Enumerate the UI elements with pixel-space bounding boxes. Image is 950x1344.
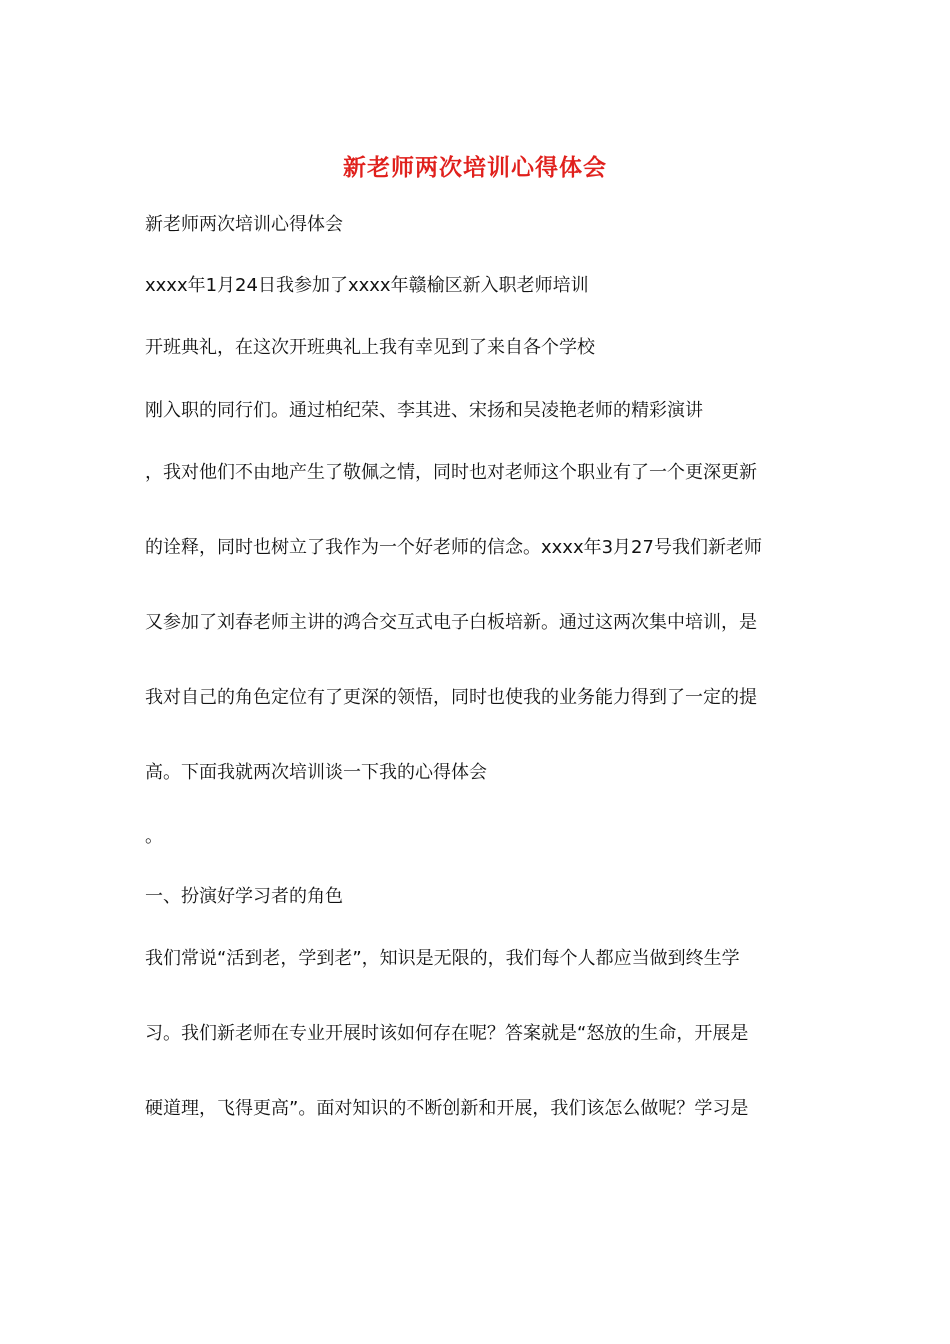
paragraph-line: 高。下面我就两次培训谈一下我的心得体会 (145, 762, 487, 783)
paragraph-line: 。 (145, 826, 163, 847)
paragraph-line: 新老师两次培训心得体会 (145, 214, 343, 235)
paragraph-line: 的诠释，同时也树立了我作为一个好老师的信念。xxxx年3月27号我们新老师 (145, 537, 762, 558)
paragraph-line: 我们常说“活到老，学到老”，知识是无限的，我们每个人都应当做到终生学 (145, 948, 740, 969)
paragraph-line: ，我对他们不由地产生了敬佩之情，同时也对老师这个职业有了一个更深更新 (145, 462, 757, 483)
paragraph-line: 硬道理，飞得更高”。面对知识的不断创新和开展，我们该怎么做呢？学习是 (145, 1098, 749, 1119)
paragraph-line: 刚入职的同行们。通过柏纪荣、李其进、宋扬和吴凌艳老师的精彩演讲 (145, 400, 703, 421)
paragraph-line: 开班典礼，在这次开班典礼上我有幸见到了来自各个学校 (145, 337, 595, 358)
section-heading: 一、扮演好学习者的角色 (145, 886, 343, 907)
paragraph-line: xxxx年1月24日我参加了xxxx年赣榆区新入职老师培训 (145, 275, 589, 296)
paragraph-line: 又参加了刘春老师主讲的鸿合交互式电子白板培新。通过这两次集中培训，是 (145, 612, 757, 633)
paragraph-line: 我对自己的角色定位有了更深的领悟，同时也使我的业务能力得到了一定的提 (145, 687, 757, 708)
paragraph-line: 习。我们新老师在专业开展时该如何存在呢？答案就是“怒放的生命，开展是 (145, 1023, 749, 1044)
document-title: 新老师两次培训心得体会 (343, 154, 607, 181)
